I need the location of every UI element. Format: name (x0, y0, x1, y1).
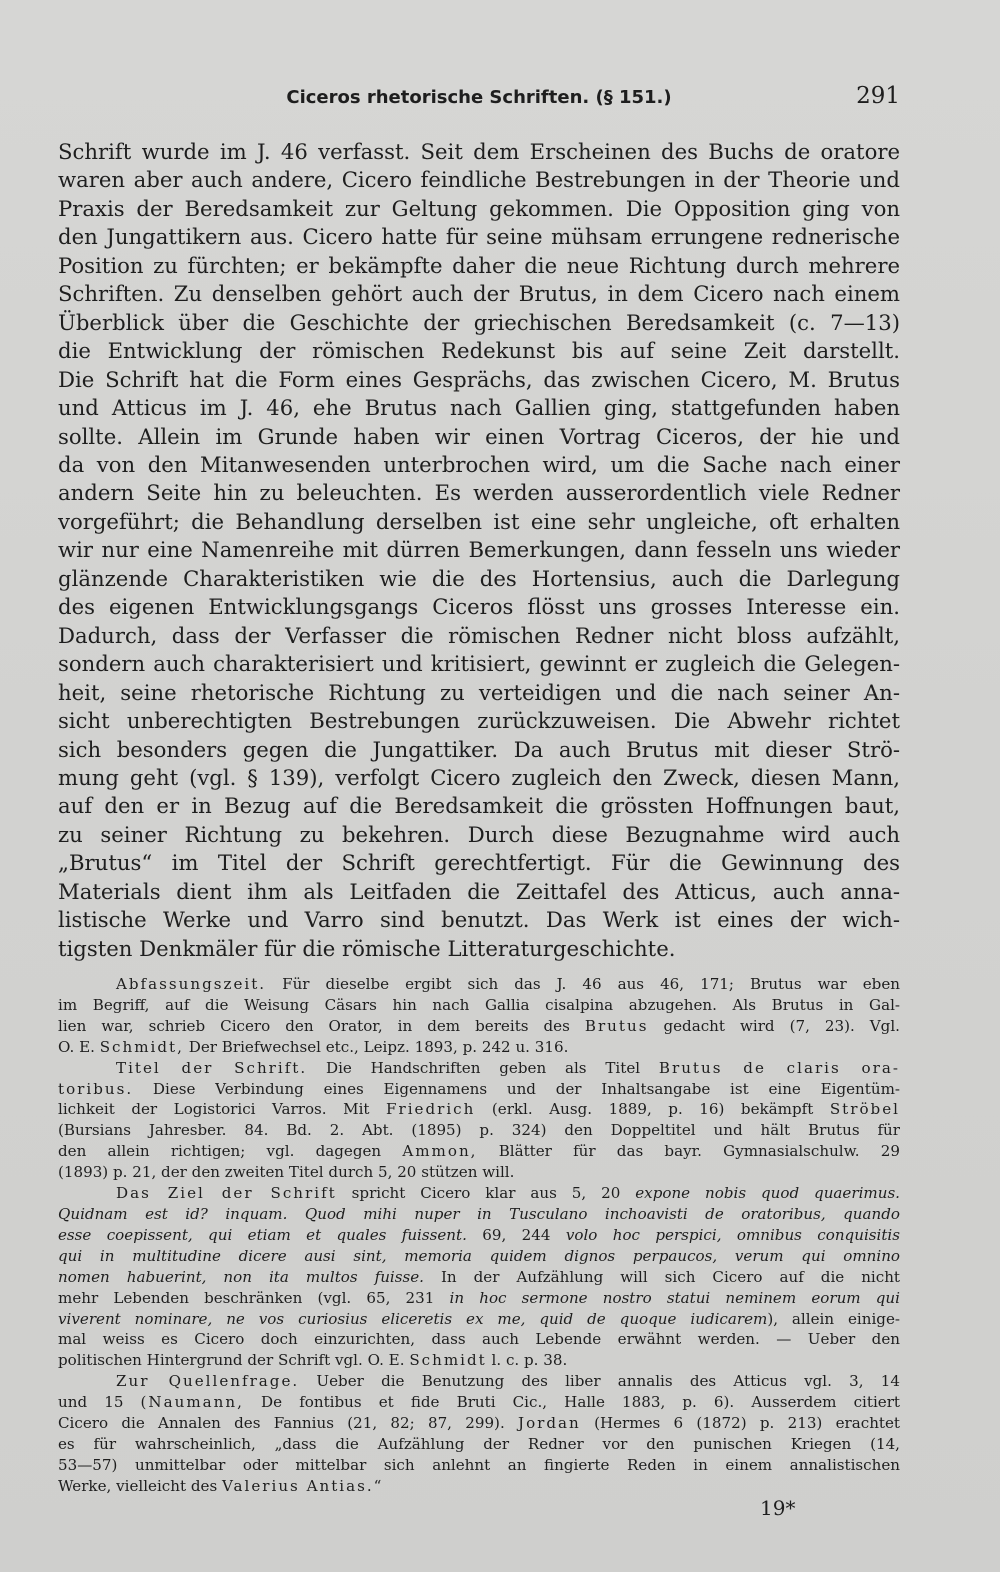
note-line: nomen habuerint, non ita multos fuisse. In der Aufzählung will sich Cicero auf die nicht (58, 1267, 900, 1286)
note-line: und 15 (Naumann, De fontibus et fide Bruti Cic., Halle 1883, p. 6). Ausserdem citiert (58, 1393, 900, 1412)
text-line: da von den Mitanwesenden unterbrochen wird, um die Sache nach einer (58, 451, 900, 477)
note-line: es für wahrscheinlich, „dass die Aufzählung der Redner vor den punischen Kriegen (14, (58, 1434, 900, 1453)
text-line: sicht unberechtigten Bestrebungen zurückzuweisen. Die Abwehr richtet (58, 708, 900, 734)
note-line: den allein richtigen; vgl. dagegen Ammon, Blätter für das bayr. Gymnasialschulw. 29 (58, 1142, 900, 1161)
note-line: mehr Lebenden beschränken (vgl. 65, 231 in hoc sermone nostro statui neminem eorum qui (58, 1288, 900, 1307)
page-number: 291 (856, 83, 900, 109)
signature-mark: 19* (760, 1496, 796, 1520)
note-line: politischen Hintergrund der Schrift vgl. O. E. Schmidt l. c. p. 38. (58, 1351, 568, 1370)
note-line: lichkeit der Logistorici Varros. Mit Friedrich (erkl. Ausg. 1889, p. 16) bekämpft Ströbel (58, 1100, 900, 1119)
running-title: Ciceros rhetorische Schriften. (§ 151.) (286, 87, 672, 108)
note-line: (Bursians Jahresber. 84. Bd. 2. Abt. (1895) p. 324) den Doppeltitel und hält Brutus für (58, 1121, 900, 1140)
note-line: Werke, vielleicht des Valerius Antias.“ (58, 1476, 382, 1495)
note-line: esse coepissent, qui etiam et quales fuissent. 69, 244 volo hoc perspici, omnibus conquisitis (58, 1225, 900, 1244)
text-line: Die Schrift hat die Form eines Gesprächs, das zwischen Cicero, M. Brutus (58, 366, 900, 392)
notes-section (58, 974, 900, 1497)
note-line: toribus. Diese Verbindung eines Eigennamens und der Inhaltsangabe ist eine Eigentüm- (58, 1079, 900, 1098)
note-label-quellenfrage: Zur Quellenfrage. (116, 1372, 300, 1391)
note-line: lien war, schrieb Cicero den Orator, in dem bereits des Brutus gedacht wird (7, 23). Vgl. (58, 1016, 900, 1035)
text-line: und Atticus im J. 46, ehe Brutus nach Gallien ging, stattgefunden haben (58, 395, 900, 421)
text-line: „Brutus“ im Titel der Schrift gerechtfertigt. Für die Gewinnung des (58, 850, 900, 876)
note-label-titel: Titel der Schrift. (116, 1058, 308, 1077)
note-line: viverent nominare, ne vos curiosius eliceretis ex me, quid de quoque iudicarem), allein einige- (58, 1309, 900, 1328)
note-label-abfassungszeit: Abfassungszeit. (116, 975, 267, 993)
text-line: sich besonders gegen die Jungattiker. Da auch Brutus mit dieser Strö- (58, 736, 900, 762)
text-line: die Entwicklung der römischen Redekunst bis auf seine Zeit darstellt. (58, 338, 900, 364)
main-text (58, 138, 900, 963)
note-line: Quidnam est id? inquam. Quod mihi nuper in Tusculano inchoavisti de oratoribus, quando (58, 1204, 900, 1223)
text-line: Praxis der Beredsamkeit zur Geltung gekommen. Die Opposition ging von (58, 195, 900, 221)
text-line: Schrift wurde im J. 46 verfasst. Seit dem Erscheinen des Buchs de oratore (58, 139, 900, 164)
page-header (58, 83, 900, 113)
note-line: (1893) p. 21, der den zweiten Titel durch 5, 20 stützen will. (58, 1163, 515, 1182)
text-line: auf den er in Bezug auf die Beredsamkeit die grössten Hoffnungen baut, (58, 793, 900, 819)
note-line: Zur Quellenfrage. Ueber die Benutzung des liber annalis des Atticus vgl. 3, 14 (116, 1372, 900, 1391)
note-line: Cicero die Annalen des Fannius (21, 82; 87, 299). Jordan (Hermes 6 (1872) p. 213) erachtet (58, 1414, 900, 1433)
text-line: andern Seite hin zu beleuchten. Es werden ausserordentlich viele Redner (58, 480, 900, 506)
text-line: des eigenen Entwicklungsgangs Ciceros flösst uns grosses Interesse ein. (58, 594, 900, 620)
note-line: Das Ziel der Schrift spricht Cicero klar aus 5, 20 expone nobis quod quaerimus. (116, 1184, 900, 1203)
text-line: sollte. Allein im Grunde haben wir einen Vortrag Ciceros, der hie und (58, 423, 900, 449)
note-line: O. E. Schmidt, Der Briefwechsel etc., Leipz. 1893, p. 242 u. 316. (58, 1037, 569, 1056)
text-line: Materials dient ihm als Leitfaden die Zeittafel des Atticus, auch anna- (58, 878, 900, 904)
text-line: vorgeführt; die Behandlung derselben ist eine sehr ungleiche, oft erhalten (58, 508, 900, 534)
text-line: zu seiner Richtung zu bekehren. Durch diese Bezugnahme wird auch (58, 821, 900, 847)
note-line: Titel der Schrift. Die Handschriften geben als Titel Brutus de claris ora- (116, 1058, 900, 1077)
text-line: listische Werke und Varro sind benutzt. Das Werk ist eines der wich- (58, 907, 900, 933)
note-line: 53—57) unmittelbar oder mittelbar sich anlehnt an fingierte Reden in einem annalistischen (58, 1455, 900, 1474)
note-line: mal weiss es Cicero doch einzurichten, dass auch Lebende erwähnt werden. — Ueber den (58, 1330, 900, 1349)
text-line: heit, seine rhetorische Richtung zu verteidigen und die nach seiner An- (58, 679, 900, 705)
text-line: waren aber auch andere, Cicero feindliche Bestrebungen in der Theorie und (58, 167, 900, 193)
text-line: glänzende Charakteristiken wie die des Hortensius, auch die Darlegung (58, 565, 900, 591)
note-line: im Begriff, auf die Weisung Cäsars hin nach Gallia cisalpina abzugehen. Als Brutus in Gal- (58, 995, 900, 1014)
text-line: mung geht (vgl. § 139), verfolgt Cicero zugleich den Zweck, diesen Mann, (58, 764, 900, 790)
text-line: Dadurch, dass der Verfasser die römischen Redner nicht bloss aufzählt, (58, 622, 900, 648)
text-line: Schriften. Zu denselben gehört auch der Brutus, in dem Cicero nach einem (58, 281, 900, 307)
note-line: Abfassungszeit. Für dieselbe ergibt sich das J. 46 aus 46, 171; Brutus war eben (116, 975, 900, 993)
note-line: qui in multitudine dicere ausi sint, memoria quidem dignos perpaucos, verum qui omnino (58, 1246, 900, 1265)
note-label-ziel: Das Ziel der Schrift (116, 1184, 337, 1203)
text-line: Position zu fürchten; er bekämpfte daher die neue Richtung durch mehrere (58, 252, 900, 278)
text-line: den Jungattikern aus. Cicero hatte für seine mühsam errungene rednerische (58, 224, 900, 250)
text-line: Überblick über die Geschichte der griechischen Beredsamkeit (c. 7—13) (58, 309, 900, 335)
text-line: wir nur eine Namenreihe mit dürren Bemerkungen, dann fesseln uns wieder (58, 537, 900, 563)
text-line: tigsten Denkmäler für die römische Litteraturgeschichte. (58, 935, 676, 961)
text-line: sondern auch charakterisiert und kritisiert, gewinnt er zugleich die Gelegen- (58, 651, 900, 677)
